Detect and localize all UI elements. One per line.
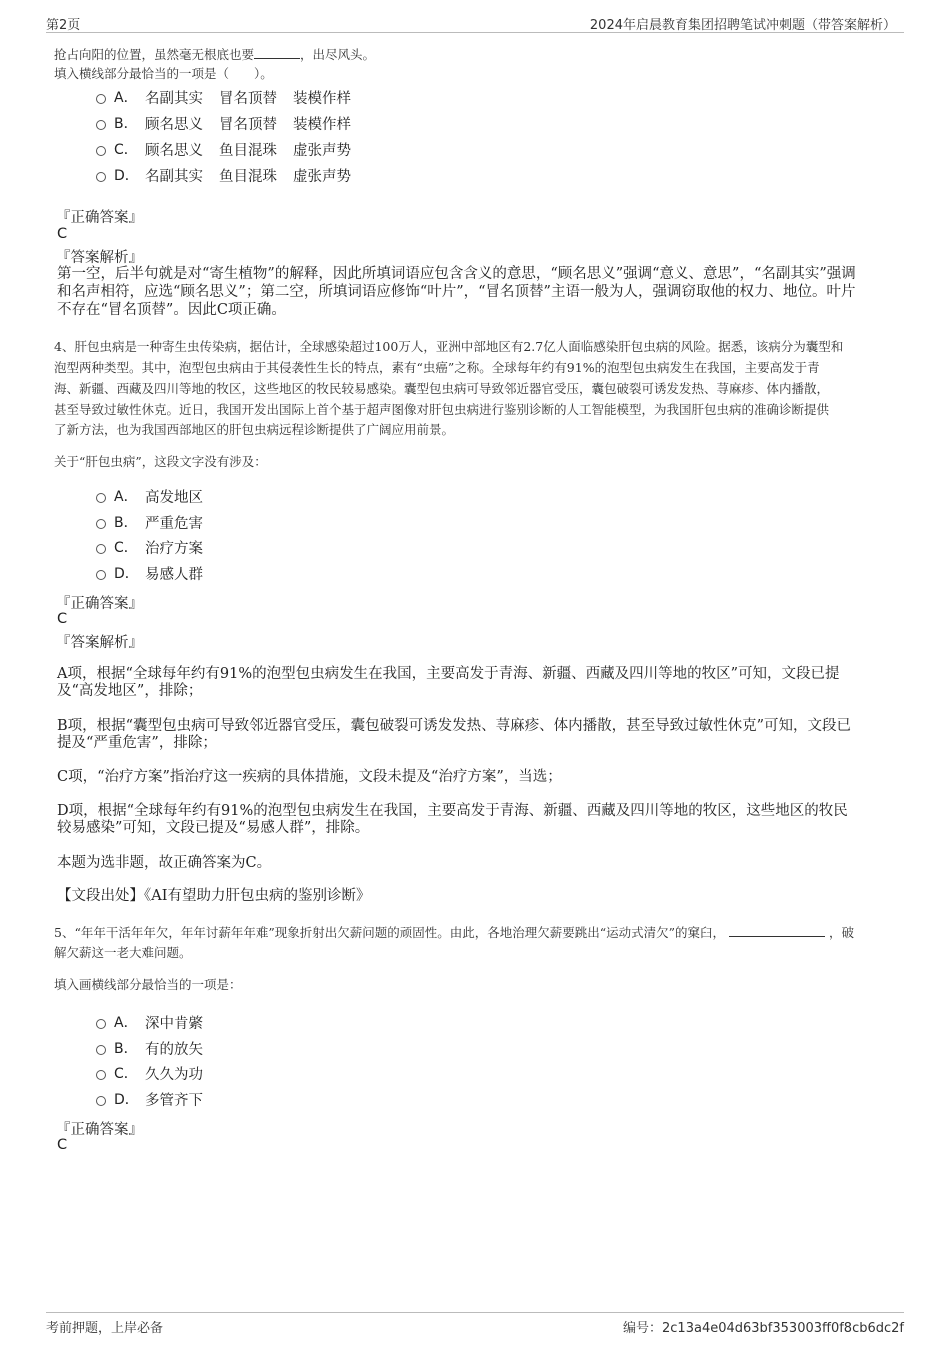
q3-analysis-line: 不存在“冒名顶替”。因此C项正确。 [57,302,286,318]
option-text: 易感人群 [145,566,203,583]
q3-answer-tag: 『正确答案』 [56,210,143,226]
q5-answer: C [57,1137,68,1153]
q4-stem-line: 4、肝包虫病是一种寄生虫传染病，据估计，全球感染超过100万人，亚洲中部地区有2.7亿人面临感染肝包虫病的风险。据悉，该病分为囊型和 [54,339,844,354]
q4-option-b[interactable] [96,512,203,532]
option-word: 冒名顶替 [219,116,277,133]
analysis-line: 及“高发地区”，排除； [57,683,203,699]
analysis-line: 较易感染”可知，文段已提及“易感人群”，排除。 [57,820,370,836]
analysis-line: B项，根据“囊型包虫病可导致邻近器官受压，囊包破裂可诱发发热、荨麻疹、体内播散，甚至导致过敏性休克”可知，文段已 [57,718,851,734]
option-letter: A． [114,489,138,505]
q3-option-b[interactable] [96,113,367,133]
option-letter: A． [114,90,138,106]
radio-icon[interactable] [96,1096,106,1106]
q4-analysis-para-a [57,666,840,700]
q3-analysis-line: 第一空，后半句就是对“寄生植物”的解释，因此所填词语应包含含义的意思，“顾名思义”强调“意义、意思”，“名副其实”强调 [57,266,856,282]
q3-analysis-line: 和名声相符，应选“顾名思义”；第二空，所填词语应修饰“叶片”，“冒名顶替”主语一般为人，强调窃取他的权力、地位。叶片 [57,284,856,300]
option-letter: C． [114,540,138,556]
q4-option-a[interactable] [96,486,203,506]
q4-analysis-para-d [57,803,848,837]
radio-icon[interactable] [96,1045,106,1055]
q4-conclusion: 本题为选非题，故正确答案为C。 [57,855,272,871]
option-letter: D． [114,566,139,582]
radio-icon[interactable] [96,519,106,529]
option-text: 有的放矢 [145,1041,203,1058]
radio-icon[interactable] [96,493,106,503]
option-word: 顾名思义 [145,142,203,159]
q5-prompt: 填入画横线部分最恰当的一项是： [54,977,242,992]
q5-option-a[interactable] [96,1012,203,1032]
q5-stem-after: ，破 [829,925,855,940]
option-word: 装模作样 [293,116,351,133]
option-word: 鱼目混珠 [219,168,277,185]
q4-stem-line: 甚至导致过敏性休克。近日，我国开发出国际上首个基于超声图像对肝包虫病进行鉴别诊断的人工智能模型，为我国肝包虫病的准确诊断提供 [54,402,830,417]
option-text: 多管齐下 [145,1092,203,1109]
q4-option-c[interactable] [96,537,203,557]
q5-option-d[interactable] [96,1089,203,1109]
q5-answer-tag: 『正确答案』 [56,1122,143,1138]
option-text: 严重危害 [145,515,203,532]
radio-icon[interactable] [96,1070,106,1080]
option-word: 名副其实 [145,90,203,107]
option-letter: D． [114,168,139,184]
option-letter: C． [114,142,138,158]
option-letter: B． [114,515,138,531]
option-text: 深中肯綮 [145,1015,203,1032]
q3-analysis-tag: 『答案解析』 [56,250,143,266]
option-letter: B． [114,116,138,132]
option-text: 高发地区 [145,489,203,506]
analysis-line: A项，根据“全球每年约有91%的泡型包虫病发生在我国，主要高发于青海、新疆、西藏及四川等地的牧区”可知，文段已提 [57,666,840,682]
option-word: 虚张声势 [293,168,351,185]
radio-icon[interactable] [96,172,106,182]
q4-source: 【文段出处】《AI有望助力肝包虫病的鉴别诊断》 [57,888,371,904]
footer-serial: 编号：2c13a4e04d63bf353003ff0f8cb6dc2f [623,1321,904,1336]
q4-answer: C [57,611,68,627]
option-letter: D． [114,1092,139,1108]
radio-icon[interactable] [96,146,106,156]
radio-icon[interactable] [96,120,106,130]
q5-option-c[interactable] [96,1063,203,1083]
analysis-line: C项，“治疗方案”指治疗这一疾病的具体措施，文段未提及“治疗方案”，当选； [57,769,562,785]
option-letter: A． [114,1015,138,1031]
radio-icon[interactable] [96,570,106,580]
option-text: 治疗方案 [145,540,203,557]
q3-answer: C [57,226,68,242]
q4-analysis-tag: 『答案解析』 [56,635,143,651]
q3-stem-after: ，出尽风头。 [300,47,376,62]
q4-stem-line: 了新方法，也为我国西部地区的肝包虫病远程诊断提供了广阔应用前景。 [54,422,455,437]
option-word: 顾名思义 [145,116,203,133]
radio-icon[interactable] [96,94,106,104]
q3-stem-before: 抢占向阳的位置，虽然毫无根底也要 [54,47,255,62]
page-header [46,14,904,33]
q4-answer-tag: 『正确答案』 [56,596,143,612]
option-word: 冒名顶替 [219,90,277,107]
q3-blank [254,46,300,59]
q4-analysis-para-b [57,718,851,752]
q5-option-b[interactable] [96,1038,203,1058]
q4-analysis-para-c [57,769,562,786]
footer-slogan: 考前押题，上岸必备 [46,1321,164,1336]
radio-icon[interactable] [96,544,106,554]
q3-option-a[interactable] [96,87,367,107]
page-footer [46,1312,904,1336]
q3-option-d[interactable] [96,165,367,185]
radio-icon[interactable] [96,1019,106,1029]
q5-stem-before: 5、“年年干活年年欠，年年讨薪年年难”现象折射出欠薪问题的顽固性。由此，各地治理欠薪要跳出“运动式清欠”的窠臼， [54,925,726,940]
option-text: 久久为功 [145,1066,203,1083]
q5-blank [729,924,825,937]
q5-stem-line2: 解欠薪这一老大难问题。 [54,945,192,960]
option-word: 装模作样 [293,90,351,107]
option-letter: C． [114,1066,138,1082]
q3-option-c[interactable] [96,139,367,159]
option-word: 名副其实 [145,168,203,185]
analysis-line: D项，根据“全球每年约有91%的泡型包虫病发生在我国，主要高发于青海、新疆、西藏及四川等地的牧区，这些地区的牧民 [57,803,848,819]
document-title: 2024年启晨教育集团招聘笔试冲刺题（带答案解析） [589,18,896,33]
q4-stem-line: 泡型两种类型。其中，泡型包虫病由于其侵袭性生长的特点，素有“虫癌”之称。全球每年约有91%的泡型包虫病发生在我国，主要高发于青 [54,360,820,375]
page-number: 第2页 [46,18,81,33]
option-word: 鱼目混珠 [219,142,277,159]
q4-option-d[interactable] [96,563,203,583]
q4-prompt: 关于“肝包虫病”，这段文字没有涉及： [54,454,267,469]
q5-stem-line [54,922,854,944]
q4-stem-line: 海、新疆、西藏及四川等地的牧区，这些地区的牧民较易感染。囊型包虫病可导致邻近器官受压，囊包破裂可诱发发热、荨麻疹、体内播散， [54,381,830,396]
analysis-line: 提及“严重危害”，排除； [57,735,217,751]
option-letter: B． [114,1041,138,1057]
option-word: 虚张声势 [293,142,351,159]
q3-prompt: 填入横线部分最恰当的一项是（ ）。 [54,66,273,81]
